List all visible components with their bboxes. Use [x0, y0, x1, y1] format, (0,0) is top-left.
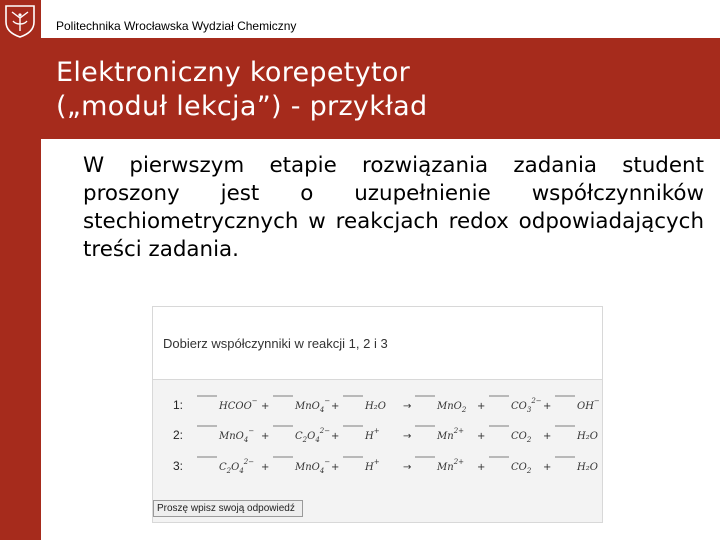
species-formula: H+	[365, 427, 380, 442]
equation-operator: +	[477, 401, 486, 412]
equation-operator: +	[331, 401, 340, 412]
species-formula: $C_2O_4^{2-}$	[219, 458, 255, 475]
equation-operator: +	[477, 462, 486, 473]
equation-operator: +	[261, 401, 270, 412]
equation-operator: →	[403, 401, 412, 412]
equation-operator: +	[331, 462, 340, 473]
equation-operator: +	[543, 401, 552, 412]
equation-operator: →	[403, 431, 412, 442]
reaction-label: 3:	[173, 459, 184, 473]
species-formula: $CO_2$	[511, 431, 532, 444]
equation-operator: →	[403, 462, 412, 473]
species-formula: MnO$_2$	[437, 401, 467, 414]
equation-operator: +	[331, 431, 340, 442]
equation-operator: +	[261, 431, 270, 442]
species-formula: $CO_2$	[511, 462, 532, 475]
species-formula: MnO$_4$−	[219, 427, 255, 444]
species-formula: MnO$_4$−	[295, 397, 331, 414]
submit-answer-button[interactable]: Proszę wpisz swoją odpowiedź	[153, 500, 303, 517]
species-formula: OH−	[577, 397, 600, 412]
slide-body-text: W pierwszym etapie rozwiązania zadania student proszony jest o uzupełnienie współczynników stechiometrycznych w reakcjach redox odpowiadających treści zadania.	[83, 153, 704, 262]
equation-operator: +	[543, 431, 552, 442]
species-formula: $Mn^{2+}$	[437, 458, 465, 473]
species-formula: MnO$_4$−	[295, 458, 331, 475]
slide-title-line-1: Elektroniczny korepetytor	[56, 57, 411, 88]
equation-operator: +	[261, 462, 270, 473]
reaction-label: 2:	[173, 428, 184, 442]
equation-operator: +	[477, 431, 486, 442]
species-formula: H+	[365, 458, 380, 473]
exercise-panel-header	[153, 307, 602, 380]
equation-operator: +	[543, 462, 552, 473]
exercise-panel	[152, 306, 603, 523]
species-formula: H₂O	[365, 401, 386, 412]
species-formula: H₂O	[577, 431, 598, 442]
species-formula: $Mn^{2+}$	[437, 427, 465, 442]
species-formula: HCOO−	[219, 397, 258, 412]
exercise-instruction: Dobierz współczynniki w reakcji 1, 2 i 3	[163, 336, 388, 351]
species-formula: $CO_3^{2-}$	[511, 397, 542, 414]
left-band	[0, 0, 41, 540]
species-formula: $C_2O_4^{2-}$	[295, 427, 331, 444]
slide-title	[56, 56, 427, 124]
institution-name: Politechnika Wrocławska Wydział Chemiczny	[56, 19, 297, 33]
slide-title-line-2: („moduł lekcja”) - przykład	[56, 91, 428, 122]
university-logo-icon	[4, 4, 36, 38]
species-formula: H₂O	[577, 462, 598, 473]
reaction-label: 1:	[173, 398, 184, 412]
